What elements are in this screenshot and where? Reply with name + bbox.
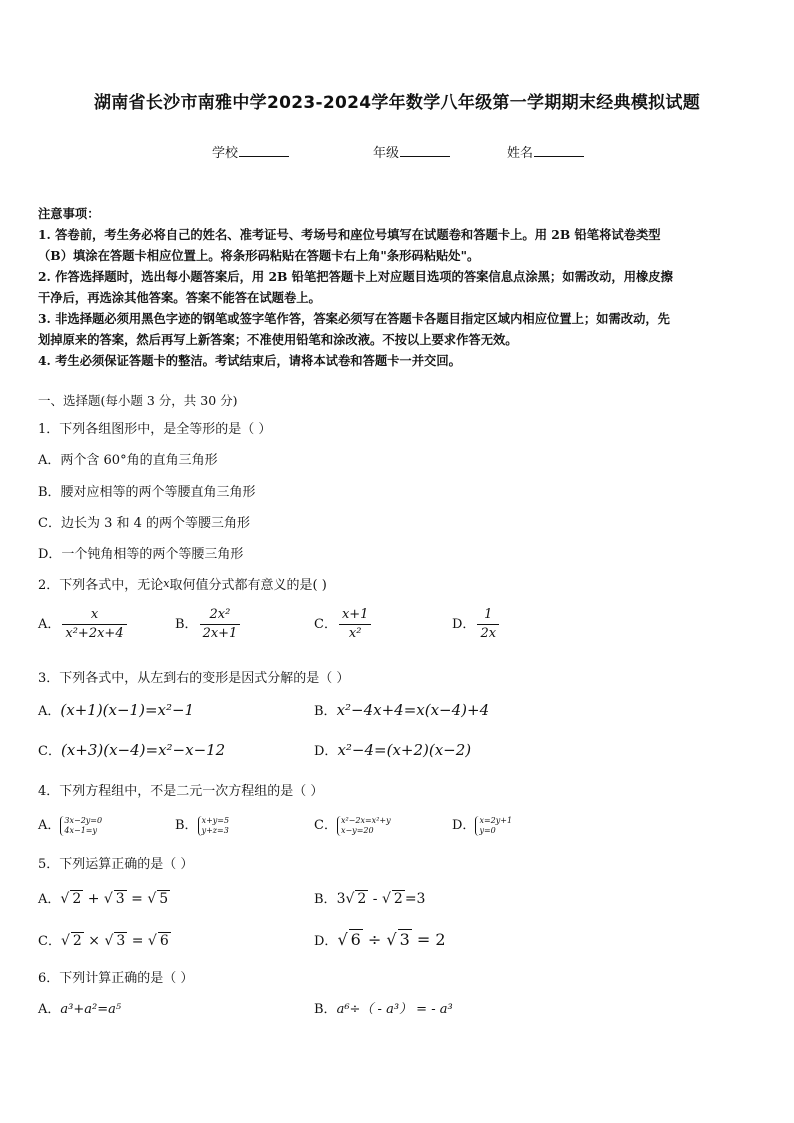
option-label: B． [314,704,337,719]
option-label: A． [38,617,61,632]
option-label: C． [314,818,337,833]
denominator: 2x [480,626,497,641]
equation: y=0 [479,825,496,835]
sqrt-icon: √ [103,891,113,907]
radicand: 6 [350,930,361,949]
denominator: x² [348,626,362,641]
question-2-option-b [175,606,242,643]
operator: × [88,933,100,949]
option-label: B． [175,818,198,833]
question-2-option-d [452,606,501,643]
question-1-option-d: D．一个钝角相等的两个等腰三角形 [38,547,244,562]
sqrt-icon: √ [60,933,70,949]
expression: x²−4x+4=x(x−4)+4 [336,701,490,719]
question-6-stem: 6．下列计算正确的是（ ） [38,971,194,986]
radicand: 2 [357,891,367,907]
numerator: x [62,606,126,625]
question-5-stem: 5．下列运算正确的是（ ） [38,857,194,872]
question-5-option-d [314,929,446,949]
question-3-stem: 3．下列各式中，从左到右的变形是因式分解的是（ ） [38,671,350,686]
equation: 4x−1=y [64,825,98,835]
option-label: A． [38,892,61,907]
radicand: 2 [72,933,82,949]
section-heading: 一、选择题(每小题 3 分，共 30 分) [38,393,238,408]
grade-blank [400,143,450,157]
option-label: A． [38,704,61,719]
question-2-option-c [314,606,373,643]
radicand: 3 [116,933,126,949]
expression: a⁶÷（ - a³） = - a³ [336,1002,453,1017]
equation-system [198,816,230,836]
name-blank [534,143,584,157]
numerator: 1 [477,606,499,625]
question-4-option-b [175,814,229,836]
question-4-option-d [452,814,512,836]
radicand: 2 [393,891,403,907]
notes-line: 2. 作答选择题时，选出每小题答案后，用 2B 铅笔把答题卡上对应题目选项的答案信息点涂黑；如需改动，用橡皮擦 [38,269,673,284]
option-label: D． [314,744,338,759]
equation: x−y=20 [340,825,374,835]
radicand: 3 [115,891,125,907]
fraction [339,606,372,643]
sqrt-icon: √ [60,891,70,907]
question-6-option-b [314,998,453,1017]
fraction [477,606,499,643]
question-3-option-c [38,740,225,759]
notes-line: 划掉原来的答案，然后再写上新答案；不准使用铅笔和涂改液。不按以上要求作答无效。 [38,332,518,347]
fraction [62,606,126,643]
denominator: x²+2x+4 [65,626,124,641]
question-2-stem-part: 2．下列各式中，无论 [38,578,164,593]
equation-system [60,816,102,836]
equation: x+y=5 [201,815,230,825]
option-label: D． [314,934,338,949]
question-5-option-b [314,888,425,907]
option-label: A． [38,1002,61,1017]
operator: = [131,891,143,907]
radicand: 3 [399,930,410,949]
notes-line: 4. 考生必须保证答题卡的整洁。考试结束后，请将本试卷和答题卡一并交回。 [38,353,461,368]
equation: 3x−2y=0 [64,815,103,825]
question-4-stem: 4．下列方程组中，不是二元一次方程组的是（ ） [38,784,324,799]
expression: (x+1)(x−1)=x²−1 [60,701,195,719]
question-2-stem-part: 取何值分式都有意义的是( ) [169,578,327,593]
option-label: B． [314,1002,337,1017]
option-label: C． [38,934,61,949]
operator: + [87,891,100,907]
option-label: C． [38,744,61,759]
sqrt-icon: √ [345,891,355,907]
equation: x²−2x=x²+y [340,815,391,825]
radicand: 2 [72,891,82,907]
question-2-stem [38,574,327,593]
question-4-option-c [314,814,391,836]
option-label: B． [314,892,337,907]
question-1-option-c: C．边长为 3 和 4 的两个等腰三角形 [38,516,251,531]
option-label: D． [452,617,476,632]
sqrt-icon: √ [386,930,397,949]
equation: y+z=3 [201,825,229,835]
notes-heading: 注意事项： [38,206,100,221]
question-1-stem: 1．下列各组图形中，是全等形的是（ ） [38,422,272,437]
school-label: 学校 [212,146,239,161]
grade-field [373,142,450,161]
grade-label: 年级 [373,146,400,161]
option-label: C． [314,617,337,632]
notes-line: （B）填涂在答题卡相应位置上。将条形码粘贴在答题卡右上角"条形码粘贴处"。 [38,248,480,263]
expression: (x+3)(x−4)=x²−x−12 [60,741,226,759]
name-label: 姓名 [507,146,534,161]
expression: x²−4=(x+2)(x−2) [337,741,472,759]
question-3-option-a [38,700,194,719]
operator: = [131,933,144,949]
name-field [507,142,584,161]
question-6-option-a [38,998,121,1017]
question-3-option-b [314,700,489,719]
question-2-option-a [38,606,129,643]
numerator: x+1 [339,606,372,625]
notes-line: 干净后，再选涂其他答案。答案不能答在试题卷上。 [38,290,321,305]
equation-system [337,816,391,836]
page-title: 湖南省长沙市南雅中学2023-2024学年数学八年级第一学期期末经典模拟试题 [93,93,701,113]
question-5-option-c [38,930,171,949]
fraction [200,606,241,643]
expression: a³+a²=a⁵ [60,1002,122,1017]
notes-line: 1. 答卷前，考生务必将自己的姓名、准考证号、考场号和座位号填写在试题卷和答题卡上。用 2B 铅笔将试卷类型 [38,227,661,242]
result: =3 [404,891,426,907]
result: = 2 [416,930,446,949]
radicand: 5 [159,891,169,907]
option-label: A． [38,818,61,833]
coefficient: 3 [336,891,346,907]
numerator: 2x² [200,606,241,625]
sqrt-icon: √ [337,930,348,949]
question-3-option-d [314,740,471,759]
operator: ÷ [367,930,382,949]
question-5-option-a [38,888,170,907]
sqrt-icon: √ [104,933,114,949]
operator: - [372,891,378,907]
sqrt-icon: √ [381,891,391,907]
question-1-option-a: A．两个含 60°角的直角三角形 [38,453,218,468]
school-field [212,142,289,161]
sqrt-icon: √ [147,933,157,949]
radicand: 6 [159,933,169,949]
denominator: 2x+1 [202,626,238,641]
question-1-option-b: B．腰对应相等的两个等腰直角三角形 [38,485,256,500]
school-blank [239,143,289,157]
question-4-option-a [38,814,102,836]
option-label: B． [175,617,198,632]
question-2-variable: x [163,577,170,590]
equation-system [475,816,512,836]
option-label: D． [452,818,476,833]
sqrt-icon: √ [147,891,157,907]
notes-line: 3. 非选择题必须用黑色字迹的钢笔或签字笔作答，答案必须写在答题卡各题目指定区域内相应位置上；如需改动，先 [38,311,670,326]
equation: x=2y+1 [479,815,513,825]
